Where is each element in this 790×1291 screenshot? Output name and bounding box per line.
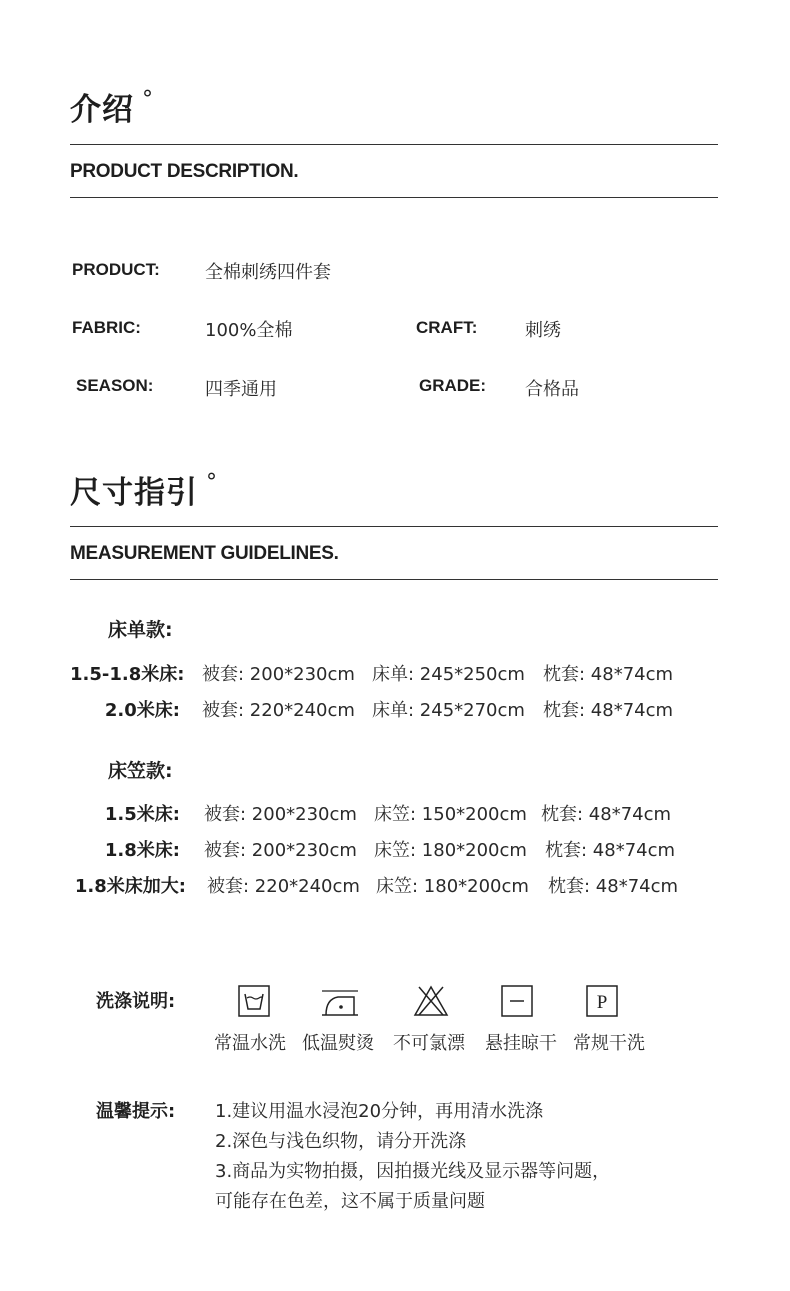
product-value: 全棉刺绣四件套 xyxy=(205,262,331,283)
bed-size-label: 1.8米床加大: xyxy=(74,876,186,897)
care-item-label: 常温水洗 xyxy=(214,1033,286,1054)
grade-value: 合格品 xyxy=(525,379,579,400)
dry-clean-p-icon xyxy=(586,985,618,1017)
bed-size-label: 1.5米床: xyxy=(104,804,180,825)
fitted-sheet-size: 床笠: 180*200cm xyxy=(374,840,527,861)
tip-line: 3.商品为实物拍摄，因拍摄光线及显示器等问题， xyxy=(215,1161,611,1182)
size-title-text: 尺寸指引 xyxy=(70,475,198,511)
craft-label: CRAFT: xyxy=(416,318,478,337)
sheet-heading: 床单款: xyxy=(108,619,173,641)
pillow-size: 枕套: 48*74cm xyxy=(543,664,674,685)
degree-mark: ° xyxy=(206,470,218,495)
divider xyxy=(70,526,718,527)
pillow-size: 枕套: 48*74cm xyxy=(541,804,672,825)
care-item-label: 低温熨烫 xyxy=(302,1033,374,1054)
fabric-value: 100%全棉 xyxy=(205,320,293,341)
care-label: 洗涤说明: xyxy=(96,991,176,1012)
fitted-heading: 床笠款: xyxy=(108,760,173,782)
duvet-size: 被套: 200*230cm xyxy=(204,840,357,861)
wash-basin-icon xyxy=(238,985,270,1017)
duvet-size: 被套: 200*230cm xyxy=(204,804,357,825)
season-value: 四季通用 xyxy=(205,379,277,400)
sheet-size: 床单: 245*270cm xyxy=(372,700,525,721)
dry-clean-letter: P xyxy=(596,992,608,1013)
season-label: SEASON: xyxy=(76,376,154,395)
grade-label: GRADE: xyxy=(419,376,487,395)
intro-title-text: 介绍 xyxy=(70,92,134,128)
sheet-size: 床单: 245*250cm xyxy=(372,664,525,685)
product-label: PRODUCT: xyxy=(72,260,160,279)
fitted-sheet-size: 床笠: 150*200cm xyxy=(374,804,527,825)
bed-size-label: 1.8米床: xyxy=(104,840,180,861)
care-item-label: 不可氯漂 xyxy=(393,1033,465,1054)
intro-title xyxy=(70,84,154,129)
tips-label: 温馨提示: xyxy=(96,1101,176,1122)
duvet-size: 被套: 220*240cm xyxy=(207,876,360,897)
divider xyxy=(70,579,718,580)
divider xyxy=(70,144,718,145)
duvet-size: 被套: 220*240cm xyxy=(202,700,355,721)
care-item-label: 常规干洗 xyxy=(573,1033,645,1054)
degree-mark: ° xyxy=(142,87,154,112)
fabric-label: FABRIC: xyxy=(72,318,141,337)
pillow-size: 枕套: 48*74cm xyxy=(548,876,679,897)
craft-value: 刺绣 xyxy=(525,320,561,341)
care-item-label: 悬挂晾干 xyxy=(485,1033,557,1054)
tip-line: 2.深色与浅色织物，请分开洗涤 xyxy=(215,1131,467,1152)
bed-size-label: 2.0米床: xyxy=(104,700,180,721)
duvet-size: 被套: 200*230cm xyxy=(202,664,355,685)
hang-dry-icon xyxy=(501,985,533,1017)
size-title xyxy=(70,467,218,512)
size-subtitle: MEASUREMENT GUIDELINES. xyxy=(70,543,339,564)
pillow-size: 枕套: 48*74cm xyxy=(545,840,676,861)
pillow-size: 枕套: 48*74cm xyxy=(543,700,674,721)
iron-low-icon xyxy=(320,985,360,1017)
no-bleach-icon xyxy=(413,985,449,1017)
fitted-sheet-size: 床笠: 180*200cm xyxy=(376,876,529,897)
tip-line: 可能存在色差，这不属于质量问题 xyxy=(215,1191,485,1212)
bed-size-label: 1.5-1.8米床: xyxy=(70,664,185,685)
intro-subtitle: PRODUCT DESCRIPTION. xyxy=(70,161,299,182)
tip-line: 1.建议用温水浸泡20分钟，再用清水洗涤 xyxy=(215,1101,544,1122)
divider xyxy=(70,197,718,198)
